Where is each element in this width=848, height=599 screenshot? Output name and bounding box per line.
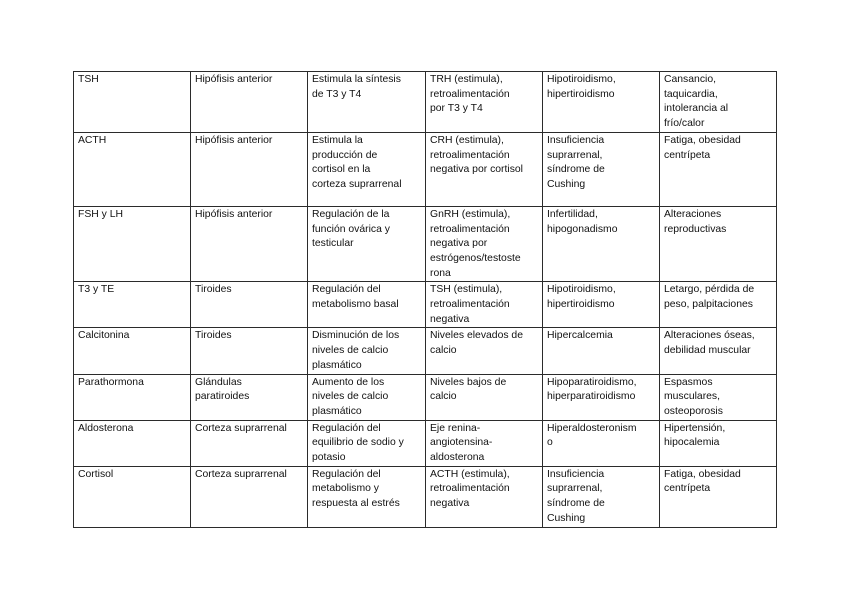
cell-text: Hiperaldosteronism o	[547, 422, 637, 449]
cell-text: Hipoparatiroidismo, hiperparatiroidismo	[547, 376, 637, 403]
table-cell	[660, 374, 777, 420]
table-cell	[191, 206, 308, 282]
table-cell	[308, 466, 426, 527]
cell-text: Hipotiroidismo, hipertiroidismo	[547, 74, 616, 100]
table-cell	[308, 374, 426, 420]
cell-text: ACTH (estimula), retroalimentación negativa	[430, 468, 510, 510]
cell-text: Hipotiroidismo, hipertiroidismo	[547, 284, 616, 311]
table-cell	[426, 132, 543, 206]
cell-text: T3 y TE	[78, 284, 115, 296]
table-cell	[426, 328, 543, 374]
cell-text: FSH y LH	[78, 208, 124, 220]
cell-text: Glándulas paratiroides	[195, 376, 250, 403]
table-cell	[426, 374, 543, 420]
cell-text: Parathormona	[78, 376, 144, 388]
table-cell	[74, 328, 191, 374]
cell-text: Tiroides	[195, 284, 232, 296]
table-cell	[660, 420, 777, 466]
cell-text: Niveles elevados de calcio	[430, 330, 523, 357]
table-cell	[426, 466, 543, 527]
table-cell	[191, 132, 308, 206]
cell-text: Disminución de los niveles de calcio plasmático	[312, 330, 400, 371]
table-cell	[74, 132, 191, 206]
table-row	[74, 132, 777, 206]
cell-text: GnRH (estimula), retroalimentación negativa por estrógenos/testoste rona	[430, 208, 521, 279]
cell-text: Tiroides	[195, 330, 232, 342]
cell-text: Infertilidad, hipogonadismo	[547, 208, 618, 235]
table-cell	[543, 206, 660, 282]
cell-text: Regulación de la función ovárica y testicular	[312, 208, 390, 250]
table-row	[74, 206, 777, 282]
table-cell	[191, 72, 308, 133]
cell-text: Alteraciones reproductivas	[664, 208, 727, 235]
table-cell	[660, 72, 777, 133]
table-cell	[543, 420, 660, 466]
table-cell	[308, 282, 426, 328]
table-cell	[191, 374, 308, 420]
table-row	[74, 374, 777, 420]
table-cell	[543, 132, 660, 206]
table-cell	[74, 206, 191, 282]
cell-text: TSH (estimula), retroalimentación negativa	[430, 284, 510, 325]
table-cell	[74, 374, 191, 420]
cell-text: Fatiga, obesidad centrípeta	[664, 468, 741, 495]
table-cell	[308, 132, 426, 206]
table-cell	[660, 206, 777, 282]
cell-text: Corteza suprarrenal	[195, 422, 287, 434]
table-cell	[308, 72, 426, 133]
table-cell	[543, 72, 660, 133]
cell-text: CRH (estimula), retroalimentación negativa por cortisol	[430, 134, 523, 176]
cell-text: Aldosterona	[78, 422, 134, 434]
cell-text: TSH	[78, 74, 99, 85]
table-cell	[426, 72, 543, 133]
cell-text: TRH (estimula), retroalimentación por T3 y T4	[430, 74, 510, 115]
cell-text: Regulación del metabolismo basal	[312, 284, 399, 311]
table-cell	[74, 282, 191, 328]
cell-text: Calcitonina	[78, 330, 130, 342]
table-cell	[308, 420, 426, 466]
cell-text: Hipófisis anterior	[195, 208, 273, 220]
cell-text: Estimula la síntesis de T3 y T4	[312, 74, 401, 100]
cell-text: Regulación del equilibrio de sodio y potasio	[312, 422, 404, 464]
table-cell	[426, 206, 543, 282]
table-cell	[191, 466, 308, 527]
table-cell	[660, 466, 777, 527]
cell-text: Hipófisis anterior	[195, 74, 273, 85]
table-row	[74, 282, 777, 328]
table-cell	[191, 328, 308, 374]
cell-text: Letargo, pérdida de peso, palpitaciones	[664, 284, 755, 311]
table-cell	[74, 466, 191, 527]
table-cell	[74, 72, 191, 133]
cell-text: Insuficiencia suprarrenal, síndrome de Cushing	[547, 468, 605, 524]
cell-text: Regulación del metabolismo y respuesta al estrés	[312, 468, 400, 510]
table-cell	[543, 374, 660, 420]
cell-text: Insuficiencia suprarrenal, síndrome de Cushing	[547, 134, 605, 190]
cell-text: Espasmos musculares, osteoporosis	[664, 376, 723, 417]
table-row	[74, 466, 777, 527]
cell-text: Estimula la producción de cortisol en la corteza suprarrenal	[312, 134, 402, 190]
table-row	[74, 420, 777, 466]
table-row	[74, 328, 777, 374]
table-cell	[660, 132, 777, 206]
table-cell	[308, 206, 426, 282]
cell-text: ACTH	[78, 134, 107, 146]
table-cell	[191, 420, 308, 466]
cell-text: Fatiga, obesidad centrípeta	[664, 134, 741, 161]
table-cell	[543, 328, 660, 374]
table-cell	[660, 282, 777, 328]
cell-text: Hipófisis anterior	[195, 134, 273, 146]
cell-text: Cortisol	[78, 468, 114, 480]
table-cell	[191, 282, 308, 328]
table-cell	[426, 420, 543, 466]
table-cell	[308, 328, 426, 374]
cell-text: Alteraciones óseas, debilidad muscular	[664, 330, 755, 357]
cell-text: Corteza suprarrenal	[195, 468, 287, 480]
table-row	[74, 72, 777, 133]
table-cell	[660, 328, 777, 374]
cell-text: Niveles bajos de calcio	[430, 376, 507, 403]
cell-text: Aumento de los niveles de calcio plasmático	[312, 376, 389, 417]
table-cell	[543, 282, 660, 328]
cell-text: Hipercalcemia	[547, 330, 613, 342]
cell-text: Cansancio, taquicardia, intolerancia al frío/calor	[664, 74, 729, 130]
cell-text: Hipertensión, hipocalemia	[664, 422, 726, 449]
table-cell	[543, 466, 660, 527]
table-cell	[426, 282, 543, 328]
cell-text: Eje renina- angiotensina- aldosterona	[430, 422, 493, 464]
hormone-table	[73, 71, 777, 528]
table-cell	[74, 420, 191, 466]
